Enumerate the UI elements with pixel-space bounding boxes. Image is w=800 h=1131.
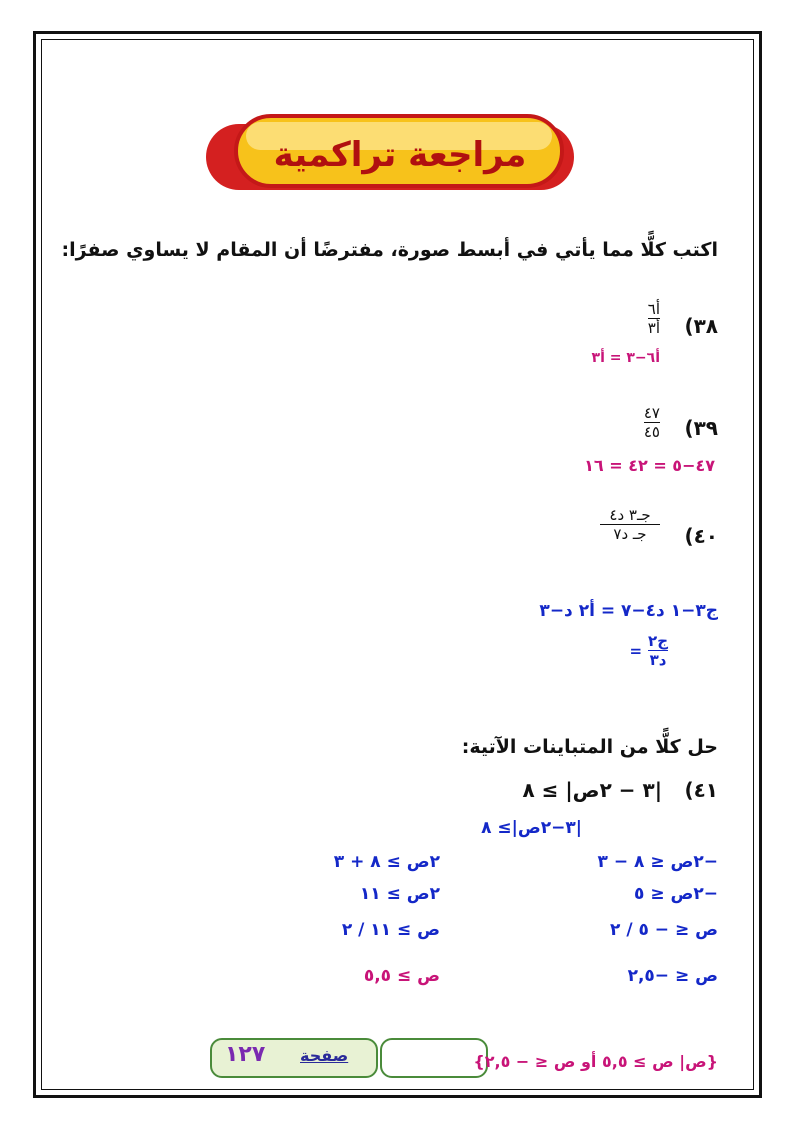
left-col-row: ٢ص ≥ ٨ + ٣ — [333, 852, 440, 872]
page-number-badge-tab — [380, 1038, 488, 1078]
problem-41-line1: |٣−٢ص|≥ ٨ — [481, 818, 582, 838]
denominator: جـ د٧ — [613, 525, 647, 543]
page-label: صفحة — [300, 1046, 349, 1065]
right-col-row: ص ≤ −٢,٥ — [627, 966, 718, 986]
page-number: ١٢٧ — [225, 1042, 266, 1067]
problem-39-fraction — [644, 404, 660, 441]
problem-40-answer-line2 — [629, 632, 668, 669]
simplify-instruction: اكتب كلًّا مما يأتي في أبسط صورة، مفترضًا أن المقام لا يساوي صفرًا: — [61, 239, 718, 261]
numerator: جـ٣ د٤ — [609, 506, 651, 524]
left-col-row: ص ≥ ٥,٥ — [363, 966, 440, 986]
denominator: أ٣ — [647, 319, 660, 337]
problem-40-number: (٤٠ — [684, 524, 718, 548]
problem-40-answer-line1: ج٣−١ د٤−٧ = أ٢ د−٣ — [539, 601, 718, 621]
left-col-row: ص ≥ ١١ / ٢ — [341, 920, 440, 940]
problem-39-number: (٣٩ — [684, 416, 718, 440]
problem-38-number: (٣٨ — [684, 314, 718, 338]
denominator: د٣ — [649, 651, 667, 669]
inequalities-instruction: حل كلًّا من المتباينات الآتية: — [461, 736, 718, 758]
denominator: ٤٥ — [643, 423, 660, 441]
left-col-row: ٢ص ≥ ١١ — [359, 884, 440, 904]
problem-39-answer: ٤٧−٥ = ٤٢ = ١٦ — [584, 456, 715, 475]
problem-40-fraction — [600, 506, 660, 543]
numerator: ٤٧ — [643, 404, 660, 422]
equals-sign: = — [629, 641, 643, 660]
problem-38-answer: أ٦−٣ = أ٣ — [591, 350, 660, 366]
right-col-row: −٢ص ≤ ٥ — [634, 884, 718, 904]
title-banner — [200, 112, 580, 198]
numerator: ج٢ — [648, 632, 668, 650]
problem-38-fraction — [648, 300, 660, 337]
right-col-row: ص ≤ − ٥ / ٢ — [610, 920, 718, 940]
problem-41-statement: |٣ − ٢ص| ≥ ٨ — [522, 778, 662, 802]
right-col-row: −٢ص ≤ ٨ − ٣ — [597, 852, 718, 872]
title-text: مراجعة تراكمية — [273, 135, 527, 175]
numerator: أ٦ — [647, 300, 660, 318]
problem-41-number: (٤١ — [684, 778, 718, 802]
problem-41-solution: {ص| ص ≥ ٥,٥ أو ص ≤ − ٢,٥} — [473, 1052, 718, 1071]
